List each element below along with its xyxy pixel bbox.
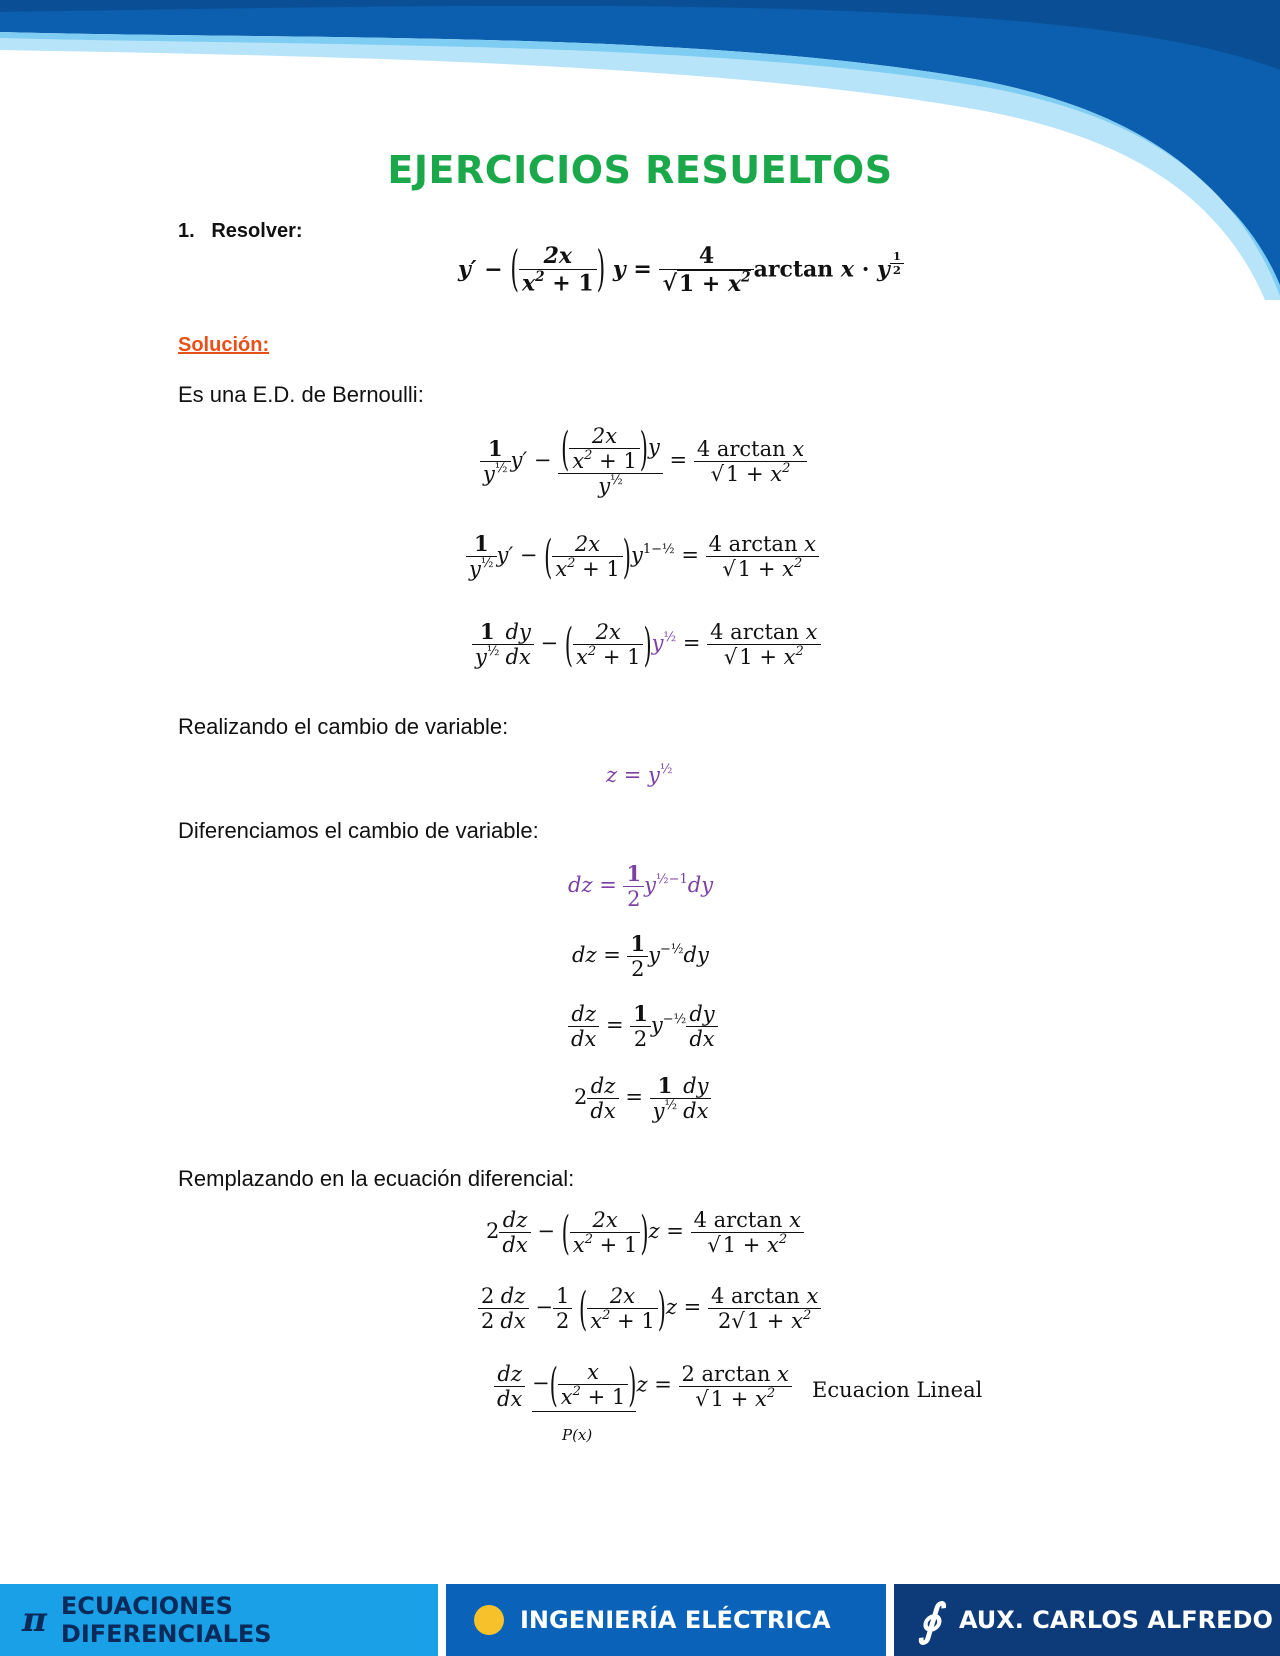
- page-title: EJERCICIOS RESUELTOS: [387, 148, 893, 192]
- footer-middle-label: INGENIERÍA ELÉCTRICA: [520, 1606, 831, 1634]
- pi-icon: π: [22, 1600, 47, 1640]
- solution-label: Solución:: [178, 334, 270, 356]
- footer-right-label: AUX. CARLOS ALFREDO: [958, 1606, 1273, 1634]
- substitution-equation: $z = y^{\frac{1}{2}}$: [606, 762, 673, 788]
- differentiate-text: Diferenciamos el cambio de variable:: [178, 818, 539, 843]
- linear-label: Ecuacion Lineal: [812, 1378, 983, 1402]
- main-equation: y′ − ( $\frac{2x}{x^2 + 1}$ ) y = $\frac{4}{√1 + x^2}$ arctan x · y $^{\frac{1}{2}}$: [458, 244, 904, 297]
- problem-label: Resolver:: [211, 220, 303, 242]
- footer-left-label: ECUACIONES DIFERENCIALES: [60, 1592, 272, 1648]
- replace-step-3: $\frac{dz}{dx}$ −( $\frac{x}{x^2 + 1}$ ) P(x) z = $\frac{\text{2 arctan x}}{√1 + x^2}$: [494, 1360, 792, 1412]
- footer-segment-left: [0, 1584, 438, 1656]
- footer-segment-middle: [446, 1584, 886, 1656]
- replace-text: Remplazando en la ecuación diferencial:: [178, 1166, 575, 1191]
- problem-heading: [178, 220, 303, 243]
- equation-step-2: $\frac{1}{y^{\frac{1}{2}}}$ y′ − ( $\frac{2x}{x^2 + 1}$ )$y^{1-\frac{1}{2}}$ = $\frac{\text{4 arctan x}}{√1 + x^2}$: [466, 532, 819, 581]
- lightbulb-icon: [474, 1605, 504, 1635]
- footer-segment-right: [894, 1584, 1280, 1656]
- diff-step-4: 2 $\frac{dz}{dx}$ = $\frac{1}{y^{\frac{1}{2}}}$ $\frac{dy}{dx}$: [574, 1074, 711, 1123]
- diff-step-2: dz = $\frac{1}{2}$ $y^{-\frac{1}{2}}dy$: [572, 931, 709, 982]
- footer-bar: [0, 1584, 1280, 1656]
- diff-step-3: $\frac{dz}{dx}$ = $\frac{1}{2}$ $y^{-\frac{1}{2}}$ $\frac{dy}{dx}$: [568, 1002, 718, 1051]
- replace-step-2: $\frac{2}{2}$ $\frac{dz}{dx}$ − $\frac{1}{2}$ ( $\frac{2x}{x^2 + 1}$ )z = $\frac{\text{4 arctan x}}{2√1 + x^2}$: [478, 1284, 821, 1333]
- replace-step-1: 2 $\frac{dz}{dx}$ − ( $\frac{2x}{x^2 + 1}$ )z = $\frac{\text{4 arctan x}}{√1 + x^2}$: [486, 1208, 804, 1257]
- problem-number: 1.: [178, 220, 195, 242]
- diff-step-1: dz = $\frac{1}{2}$ $y^{\frac{1}{2}-1}dy$: [568, 861, 714, 912]
- intro-text: Es una E.D. de Bernoulli:: [178, 382, 424, 407]
- equation-step-1: $\frac{1}{y^{\frac{1}{2}}}$ y′ − ( $\frac{2x}{x^2 + 1}$ )y $y^{\frac{1}{2}}$ = $\frac{\text{4 arctan x}}{√1 + x^2}$: [480, 424, 807, 499]
- p-of-x-label: P(x): [561, 1426, 593, 1444]
- change-var-text: Realizando el cambio de variable:: [178, 714, 509, 739]
- integral-icon: ∮: [918, 1594, 941, 1646]
- equation-step-3: $\frac{1}{y^{\frac{1}{2}}}$ $\frac{dy}{dx}$ − ( $\frac{2x}{x^2 + 1}$ )$y^{\frac{1}{2}}$ = $\frac{\text{4 arctan x}}{√1 + x^2}$: [472, 620, 821, 669]
